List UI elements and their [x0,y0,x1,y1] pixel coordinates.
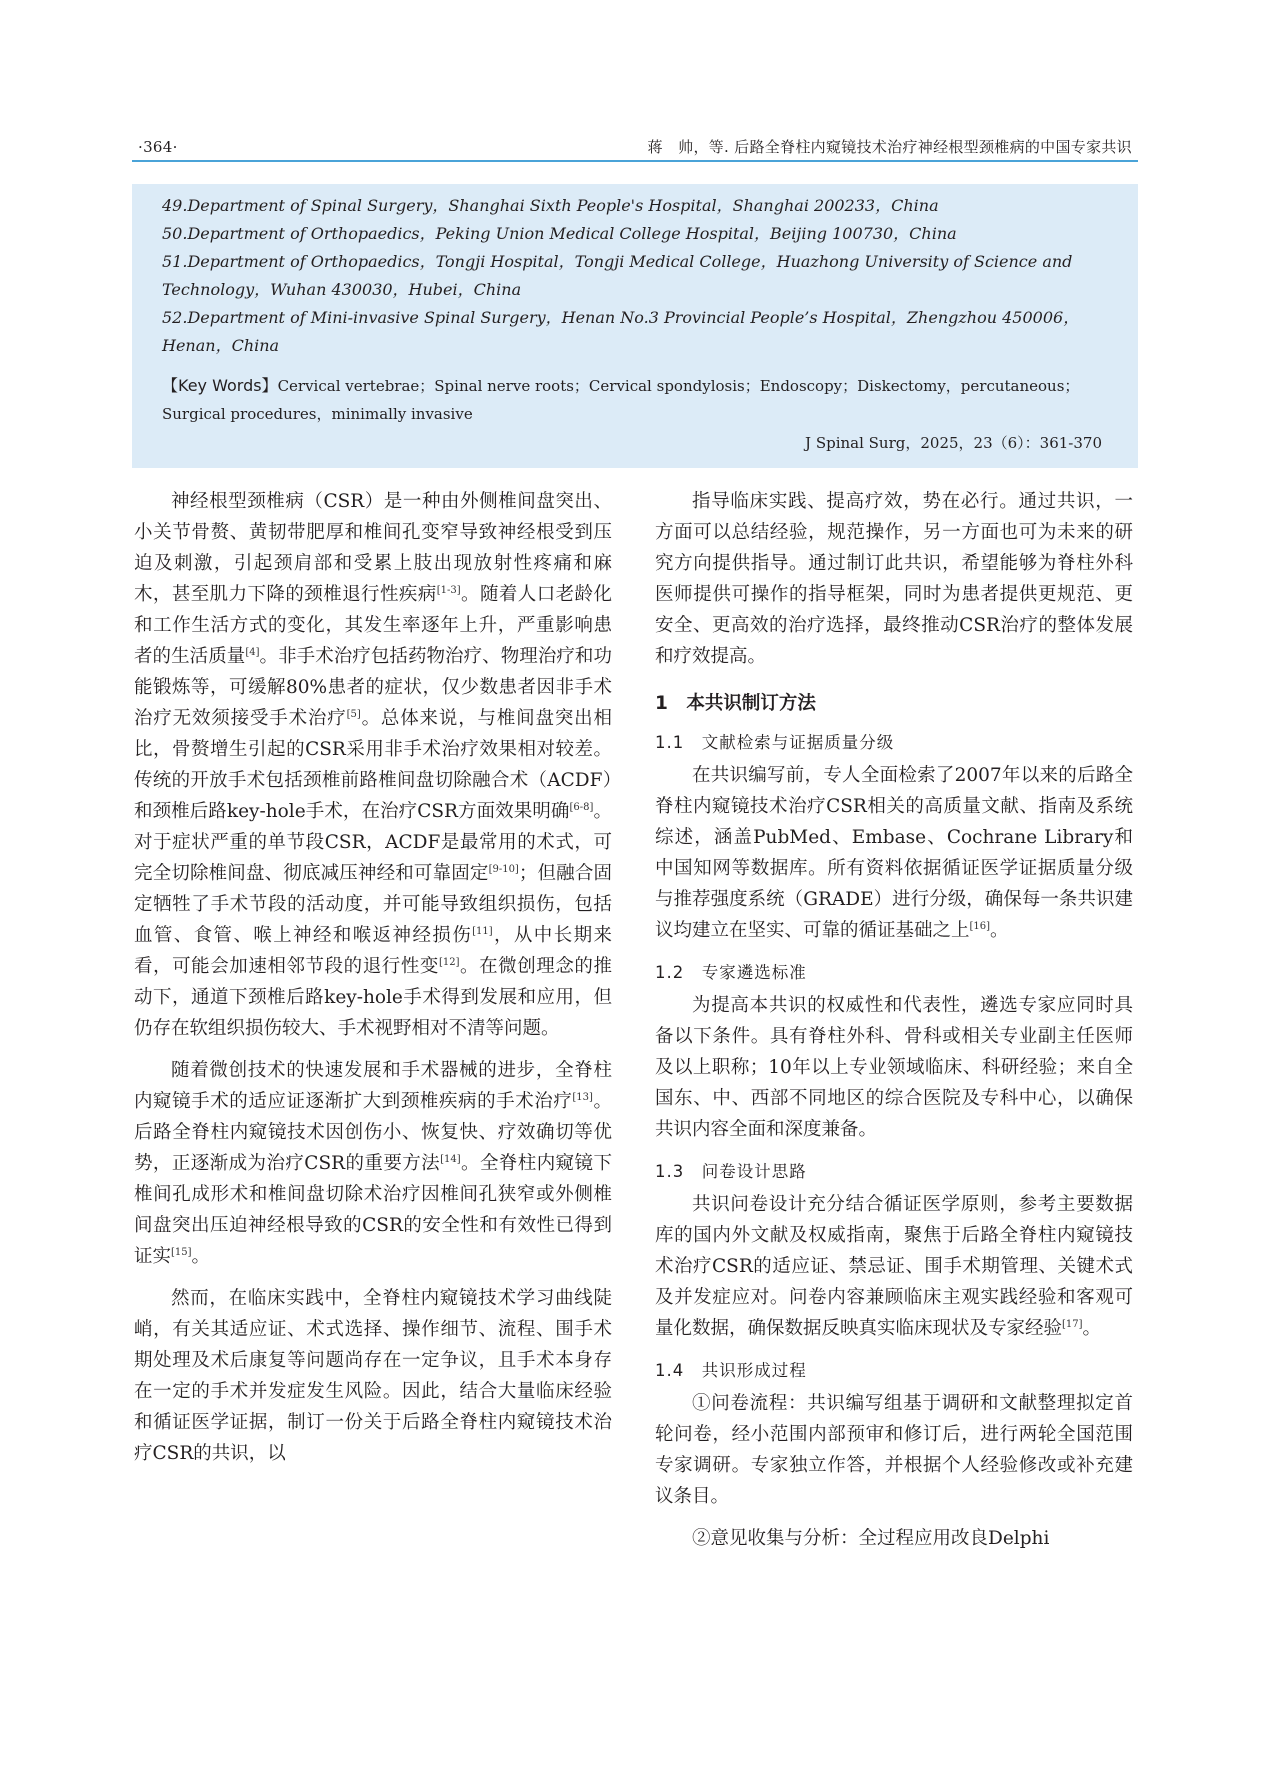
reference-mark: [13] [572,1091,593,1103]
intro-paragraph-4: 指导临床实践、提高疗效，势在必行。通过共识，一方面可以总结经验，规范操作，另一方面也可为未来的研究方向提供指导。通过制订此共识，希望能够为脊柱外科医师提供可操作的指导框架，同时为患者提供更规范、更安全、更高效的治疗选择，最终推动CSR治疗的整体发展和疗效提高。 [655,491,1133,667]
reference-mark: [6-8] [569,801,594,813]
text-run: ；但融合固定牺牲了手术节段的活动度，并可能导致组织损伤，包括血管、食管、喉上神经和喉返神经损伤 [134,863,612,946]
reference-mark: [5] [346,708,361,720]
affiliation-49: 49.Department of Spinal Surgery，Shanghai Sixth People's Hospital，Shanghai 200233，China [162,196,939,215]
running-title: 蒋 帅，等. 后路全脊柱内窥镜技术治疗神经根型颈椎病的中国专家共识 [647,138,1132,156]
reference-mark: [9-10] [488,863,519,875]
intro-paragraph-3: 然而，在临床实践中，全脊柱内窥镜技术学习曲线陡峭，有关其适应证、术式选择、操作细节、流程、围手术期处理及术后康复等问题尚存在一定争议，且手术本身存在一定的手术并发症发生风险。因此，结合大量临床经验和循证医学证据，制订一份关于后路全脊柱内窥镜技术治疗CSR的共识，以 [134,1288,612,1464]
text-run: 。总体来说，与椎间盘突出相比，骨赘增生引起的CSR采用非手术治疗效果相对较差。传统的开放手术包括颈椎前路椎间盘切除融合术（ACDF）和颈椎后路key-hole手术，在治疗CSR方面效果明确 [134,708,612,822]
text-run: 神经根型颈椎病（CSR）是一种由外侧椎间盘突出、小关节骨赘、黄韧带肥厚和椎间孔变窄导致神经根受到压迫及刺激，引起颈肩部和受累上肢出现放射性疼痛和麻木，甚至肌力下降的颈椎退行性疾病 [134,491,612,605]
journal-citation: J Spinal Surg，2025，23（6）：361-370 [805,434,1102,452]
affiliation-52: 52.Department of Mini-invasive Spinal Surgery，Henan No.3 Provincial People’s Hospital，Zhengzhou 450006，Henan，China [162,308,1080,355]
key-words-label: 【Key Words】 [162,376,278,395]
text-run: 。全脊柱内窥镜下椎间孔成形术和椎间盘切除术治疗因椎间孔狭窄或外侧椎间盘突出压迫神经根导致的CSR的安全性和有效性已得到证实 [134,1153,612,1267]
reference-mark: [14] [440,1153,461,1165]
key-words-text: Cervical vertebrae；Spinal nerve roots；Cervical spondylosis；Endoscopy；Diskectomy，percutaneous；Surgical procedures，minimally invasive [162,377,1080,423]
header-rule [132,160,1138,162]
affiliation-51: 51.Department of Orthopaedics，Tongji Hospital，Tongji Medical College，Huazhong University of Science and Technology，Wuhan 430030，Hubei，China [162,252,1073,299]
reference-mark: [4] [245,646,260,658]
text-run: 。对于症状严重的单节段CSR，ACDF是最常用的术式，可完全切除椎间盘、彻底减压神经和可靠固定 [134,801,612,884]
text-run: 随着微创技术的快速发展和手术器械的进步，全脊柱内窥镜手术的适应证逐渐扩大到颈椎疾病的手术治疗 [134,1060,612,1112]
subsection-heading-1-2: 1.2 专家遴选标准 [655,963,807,982]
subsection-heading-1-4: 1.4 共识形成过程 [655,1361,807,1380]
text-run: 。 [191,1246,211,1267]
affiliation-50: 50.Department of Orthopaedics，Peking Union Medical College Hospital，Beijing 100730，China [162,224,957,243]
reference-mark: [16] [969,920,991,932]
right-column [655,486,1133,1565]
text-run: 在共识编写前，专人全面检索了2007年以来的后路全脊柱内窥镜技术治疗CSR相关的高质量文献、指南及系统综述，涵盖PubMed、Embase、Cochrane Library和中国知网等数据库。所有资料依据循证医学证据质量分级与推荐强度系统（GRADE）进行分级，确保每一条共识建议均建立在坚实、可靠的循证基础之上 [655,765,1133,941]
text-run: 共识问卷设计充分结合循证医学原则，参考主要数据库的国内外文献及权威指南，聚焦于后路全脊柱内窥镜技术治疗CSR的适应证、禁忌证、围手术期管理、关键术式及并发症应对。问卷内容兼顾临床主观实践经验和客观可量化数据，确保数据反映真实临床现状及专家经验 [655,1194,1133,1339]
left-column [134,486,612,1480]
page-number: ·364· [138,138,178,156]
subsection-heading-1-1: 1.1 文献检索与证据质量分级 [655,733,895,752]
reference-mark: [12] [438,956,460,968]
key-words [162,372,1122,428]
text-run: 。 [1082,1318,1102,1339]
method-paragraph-2: 为提高本共识的权威性和代表性，遴选专家应同时具备以下条件。具有脊柱外科、骨科或相关专业副主任医师及以上职称；10年以上专业领域临床、科研经验；来自全国东、中、西部不同地区的综合医院及专科中心，以确保共识内容全面和深度兼备。 [655,995,1133,1140]
text-run: 。在微创理念的推动下，通道下颈椎后路key-hole手术得到发展和应用，但仍存在软组织损伤较大、手术视野相对不清等问题。 [134,956,612,1039]
text-run: 。随着人口老龄化和工作生活方式的变化，其发生率逐年上升，严重影响患者的生活质量 [134,584,612,667]
method-paragraph-1 [655,760,1133,946]
method-paragraph-5: ②意见收集与分析：全过程应用改良Delphi [692,1528,1050,1549]
reference-mark: [15] [171,1246,192,1258]
text-run: 。后路全脊柱内窥镜技术因创伤小、恢复快、疗效确切等优势，正逐渐成为治疗CSR的重要方法 [134,1091,612,1174]
subsection-heading-1-3: 1.3 问卷设计思路 [655,1162,807,1181]
text-run: 。 [990,920,1009,941]
intro-paragraph-1 [134,486,612,1044]
running-header [138,134,1132,160]
method-paragraph-4: ①问卷流程：共识编写组基于调研和文献整理拟定首轮问卷，经小范围内部预审和修订后，进行两轮全国范围专家调研。专家独立作答，并根据个人经验修改或补充建议条目。 [655,1393,1133,1507]
reference-mark: [11] [472,925,493,937]
section-heading-1: 1 本共识制订方法 [655,693,816,714]
text-run: ，从中长期来看，可能会加速相邻节段的退行性变 [134,925,612,977]
reference-mark: [1-3] [436,584,461,596]
method-paragraph-3 [655,1189,1133,1344]
reference-mark: [17] [1062,1318,1083,1330]
text-run: 。非手术治疗包括药物治疗、物理治疗和功能锻炼等，可缓解80%患者的症状，仅少数患者因非手术治疗无效须接受手术治疗 [134,646,612,729]
intro-paragraph-2 [134,1055,612,1272]
